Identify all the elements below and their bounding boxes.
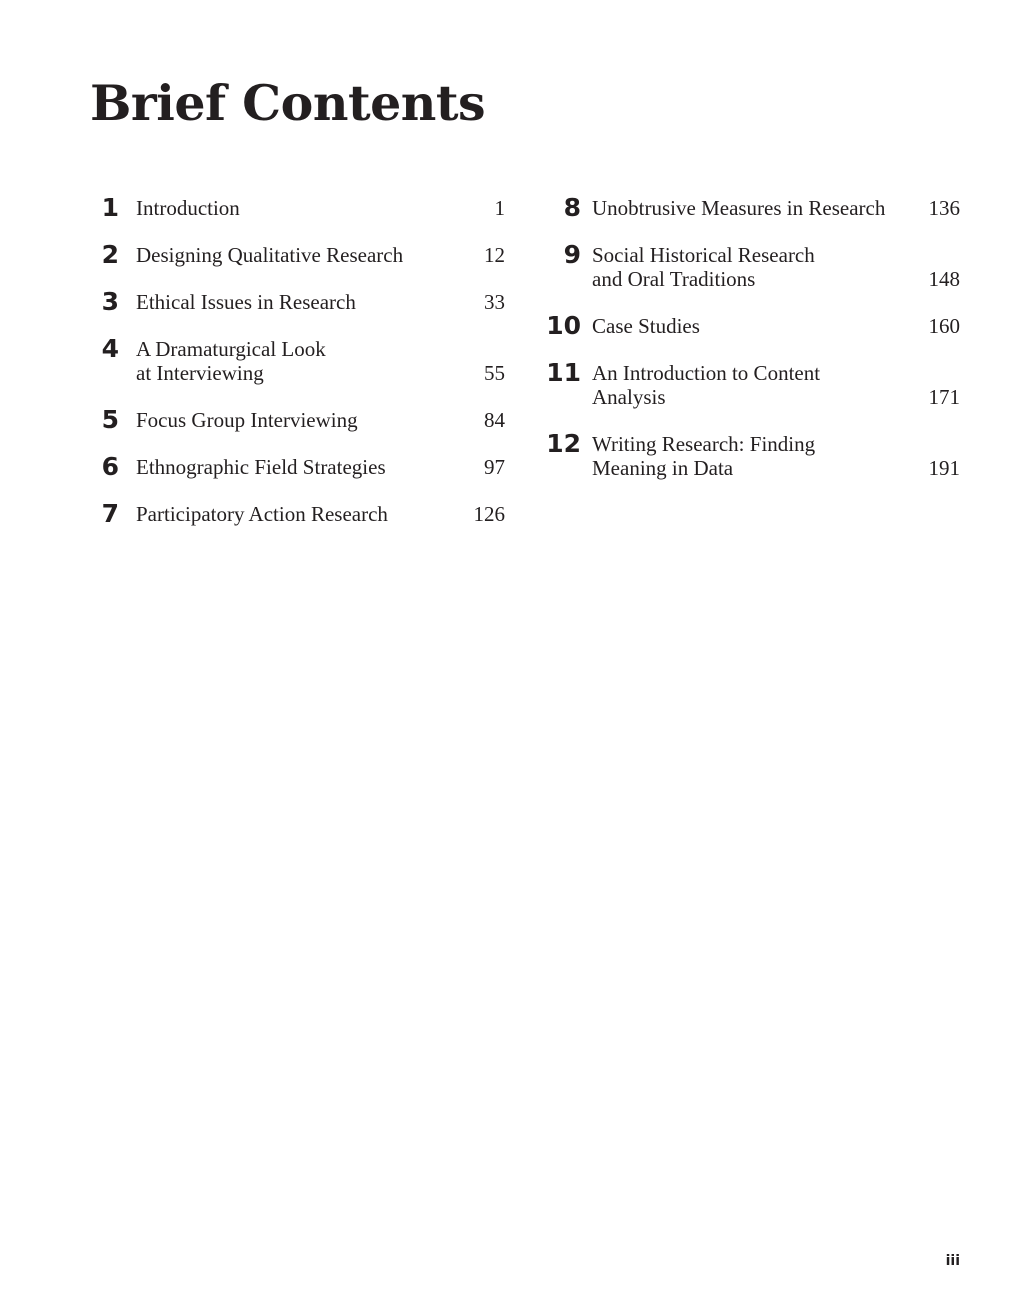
chapter-title-text: Writing Research: Finding Meaning in Data <box>592 432 816 480</box>
chapter-title <box>581 361 920 409</box>
chapter-title <box>119 290 465 314</box>
toc-entry[interactable] <box>90 452 505 481</box>
chapter-title-text: Unobtrusive Measures in Research <box>592 196 886 220</box>
toc-entry[interactable] <box>90 240 505 269</box>
chapter-page-number: 97 <box>484 455 505 479</box>
chapter-title <box>119 408 465 432</box>
toc-entry[interactable] <box>90 334 505 385</box>
chapter-number: 12 <box>546 429 581 458</box>
chapter-number: 11 <box>546 358 581 387</box>
chapter-title-text: A Dramaturgical Look at Interviewing <box>136 337 326 385</box>
chapter-title <box>119 196 465 220</box>
toc-entry[interactable] <box>545 358 960 409</box>
chapter-number: 7 <box>101 499 119 528</box>
toc-entry[interactable] <box>90 499 505 528</box>
chapter-page-number: 33 <box>484 290 505 314</box>
chapter-title <box>119 243 465 267</box>
chapter-page-number: 84 <box>484 408 505 432</box>
toc-entry[interactable] <box>545 240 960 291</box>
chapter-title-text: Focus Group Interviewing <box>136 408 358 432</box>
toc-entry[interactable] <box>90 405 505 434</box>
chapter-number: 5 <box>101 405 119 434</box>
chapter-title-text: Introduction <box>136 196 240 220</box>
toc-column-left <box>90 193 505 549</box>
chapter-title-text: Designing Qualitative Research <box>136 243 404 267</box>
chapter-page-number: 148 <box>928 267 960 291</box>
chapter-number: 1 <box>101 193 119 222</box>
chapter-title-text: Case Studies <box>592 314 700 338</box>
chapter-page-number: 160 <box>928 314 960 338</box>
toc-entry[interactable] <box>545 193 960 222</box>
chapter-title <box>581 314 920 338</box>
chapter-title <box>119 337 465 385</box>
chapter-number: 3 <box>101 287 119 316</box>
chapter-page-number: 126 <box>473 502 505 526</box>
toc-entry[interactable] <box>90 193 505 222</box>
chapter-title-text: Social Historical Research and Oral Traditions <box>592 243 815 291</box>
chapter-title <box>119 455 465 479</box>
toc-entry[interactable] <box>90 287 505 316</box>
chapter-title-text: An Introduction to Content Analysis <box>592 361 821 409</box>
chapter-title-text: Ethical Issues in Research <box>136 290 356 314</box>
chapter-number: 6 <box>101 452 119 481</box>
toc-entry[interactable] <box>545 429 960 480</box>
chapter-number: 2 <box>101 240 119 269</box>
chapter-page-number: 12 <box>484 243 505 267</box>
chapter-page-number: 136 <box>928 196 960 220</box>
page-folio: iii <box>945 1253 960 1269</box>
chapter-title <box>119 502 465 526</box>
chapter-page-number: 55 <box>484 361 505 385</box>
page-title: Brief Contents <box>90 74 486 132</box>
chapter-page-number: 191 <box>928 456 960 480</box>
toc-entry[interactable] <box>545 311 960 340</box>
chapter-title-text: Ethnographic Field Strategies <box>136 455 386 479</box>
chapter-page-number: 1 <box>494 196 505 220</box>
chapter-title <box>581 243 920 291</box>
chapter-title <box>581 432 920 480</box>
toc-column-right <box>545 193 960 503</box>
chapter-title <box>581 196 920 220</box>
chapter-title-text: Participatory Action Research <box>136 502 388 526</box>
chapter-number: 8 <box>563 193 581 222</box>
chapter-number: 9 <box>563 240 581 269</box>
chapter-page-number: 171 <box>928 385 960 409</box>
chapter-number: 10 <box>546 311 581 340</box>
chapter-number: 4 <box>101 334 119 363</box>
